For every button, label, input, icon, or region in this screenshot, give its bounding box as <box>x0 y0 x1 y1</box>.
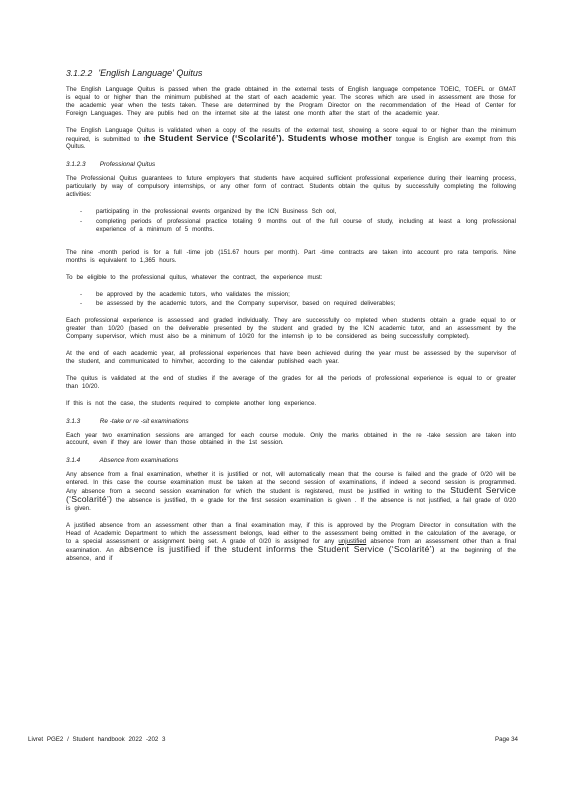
paragraph-eligibility: To be eligible to the professional quitus, whatever the contract, the experience must: <box>66 273 323 281</box>
section-title: Re -take or re -sit examinations <box>99 417 189 425</box>
underlined-text: unjustified <box>338 537 367 545</box>
paragraph-validation: The quitus is validated at the end of studies if the average of the grades for all the periods of professional experience is equal to or greater than 10/20. <box>66 374 516 390</box>
paragraph-absence: Any absence from a final examination, whether it is justified or not, will automatically mean that the course is failed and the grade of 0/20 will be entered. In this case the course examination must be taken at the second session of examinations, if indeed a second session is programmed. Any absence from a second session examination for which the student is registered, must be justified in writing to the Student Service (‘Scolarité’) the absence is justified, th e grade for the first session examination is given . If the absence is not justified, a fail grade of 0/20 is given. <box>66 471 517 512</box>
section-number: 3.1.3 <box>66 417 81 425</box>
section-heading-3-1-3 <box>66 418 516 425</box>
paragraph-english-quitus: The English Language Quitus is passed when the grade obtained in the external tests of English language competence TOEIC, TOEFL or GMAT is equal to or higher than the minimum published at the start of each academic year. The scores which are used in assessment are those for the academic year when the tests taken. These are determined by the Program Director on the recommendation of the Head of Center for Foreign Languages. They are publis hed on the internet site at the latest one month after the start of the academic year. <box>66 86 516 117</box>
section-heading-3-1-2-2 <box>66 68 516 78</box>
emphasized-text: he Student Service (‘Scolarité’). Students whose mother <box>145 132 392 143</box>
page-number: Page 34 <box>494 736 518 743</box>
page-footer <box>28 736 518 743</box>
list-item: - participating in the professional events organized by the ICN Business Sch ool, <box>80 208 337 216</box>
paragraph-professional-quitus: The Professional Quitus guarantees to future employers that students have acquired sufficient professional experience during their learning process, particularly by way of compulsory internships, or any other form of contract. Students obtain the quitus by successfully completing the following activities: <box>66 175 516 199</box>
list-item: - completing periods of professional practice totaling 9 months out of the full course of study, including at least a long professional experience of a minimum of 5 months. <box>80 217 516 233</box>
section-title: 'English Language' Quitus <box>98 68 203 78</box>
list-item: - be approved by the academic tutors, who validates the mission; <box>80 290 290 298</box>
paragraph-justified-absence: A justified absence from an assessment other than a final examination may, if this is approved by the Program Director in consultation with the Head of Academic Department to which the assessment belongs, lead either to the assessment being omitted in the calculation of the average, or to a special assessment or assignment being set. A grade of 0/20 is assigned for any unjustified absence from an assessment other than a final examination. An absence is justified if the student informs the Student Service (‘Scolarité’) at the beginning of the absence, and if <box>66 521 517 562</box>
section-number: 3.1.2.2 <box>66 68 93 78</box>
bullet-icon: - <box>80 290 83 298</box>
section-title: Professional Quitus <box>99 161 156 169</box>
bullet-icon: - <box>80 208 83 216</box>
bullet-icon: - <box>80 217 83 225</box>
section-heading-3-1-2-3 <box>66 161 516 168</box>
list-item: - be assessed by the academic tutors, and the Company supervisor, based on required deliverables; <box>80 300 396 308</box>
emphasized-text: absence is justified if the student informs the Student Service (‘Scolarité’) <box>119 543 435 554</box>
section-number: 3.1.4 <box>66 457 81 465</box>
paragraph-english-validation: The English Language Quitus is validated when a copy of the results of the external test, showing a score equal to or higher than the minimum required, is submitted to the Student Service (‘Scolarité’). Students whose mother tongue is English are exempt from this Quitus. <box>66 126 516 151</box>
paragraph-assessment: Each professional experience is assessed and graded individually. They are successfully co mpleted when students obtain a grade equal to or greater than 10/20 (based on the deliverable presented by the student and graded by the ICN academic tutor, and an assessment by the Company supervisor, which must also be a minimum of 10/20 for the internsh ip to be considered as being successfully completed). <box>66 317 516 341</box>
footer-title: Livret PGE2 / Student handbook 2022 -202 3 <box>28 736 166 743</box>
activities-list <box>66 208 516 234</box>
paragraph-nine-month: The nine -month period is for a full -time job (151.67 hours per month). Part -time contracts are taken into account pro rata temporis. Nine months is equivalent to 1,365 hours. <box>66 248 516 264</box>
section-number: 3.1.2.3 <box>66 161 86 169</box>
page-content <box>66 68 516 571</box>
bullet-icon: - <box>80 300 83 308</box>
paragraph-end-of-year: At the end of each academic year, all professional experiences that have been achieved during the year must be assessed by the supervisor of the student, and communicated to him/her, according to the calendar published each year. <box>66 350 516 365</box>
paragraph-not-the-case: If this is not the case, the students required to complete another long experience. <box>66 399 317 407</box>
emphasized-text: Student Service (‘Scolarité’) <box>66 485 516 505</box>
eligibility-list <box>66 291 516 309</box>
section-heading-3-1-4 <box>66 457 516 464</box>
paragraph-retake: Each year two examination sessions are arranged for each course module. Only the marks obtained in the re -take session are taken into account, even if they are lower than those obtained in the 1st session. <box>66 431 516 447</box>
section-title: Absence from examinations <box>99 457 179 465</box>
